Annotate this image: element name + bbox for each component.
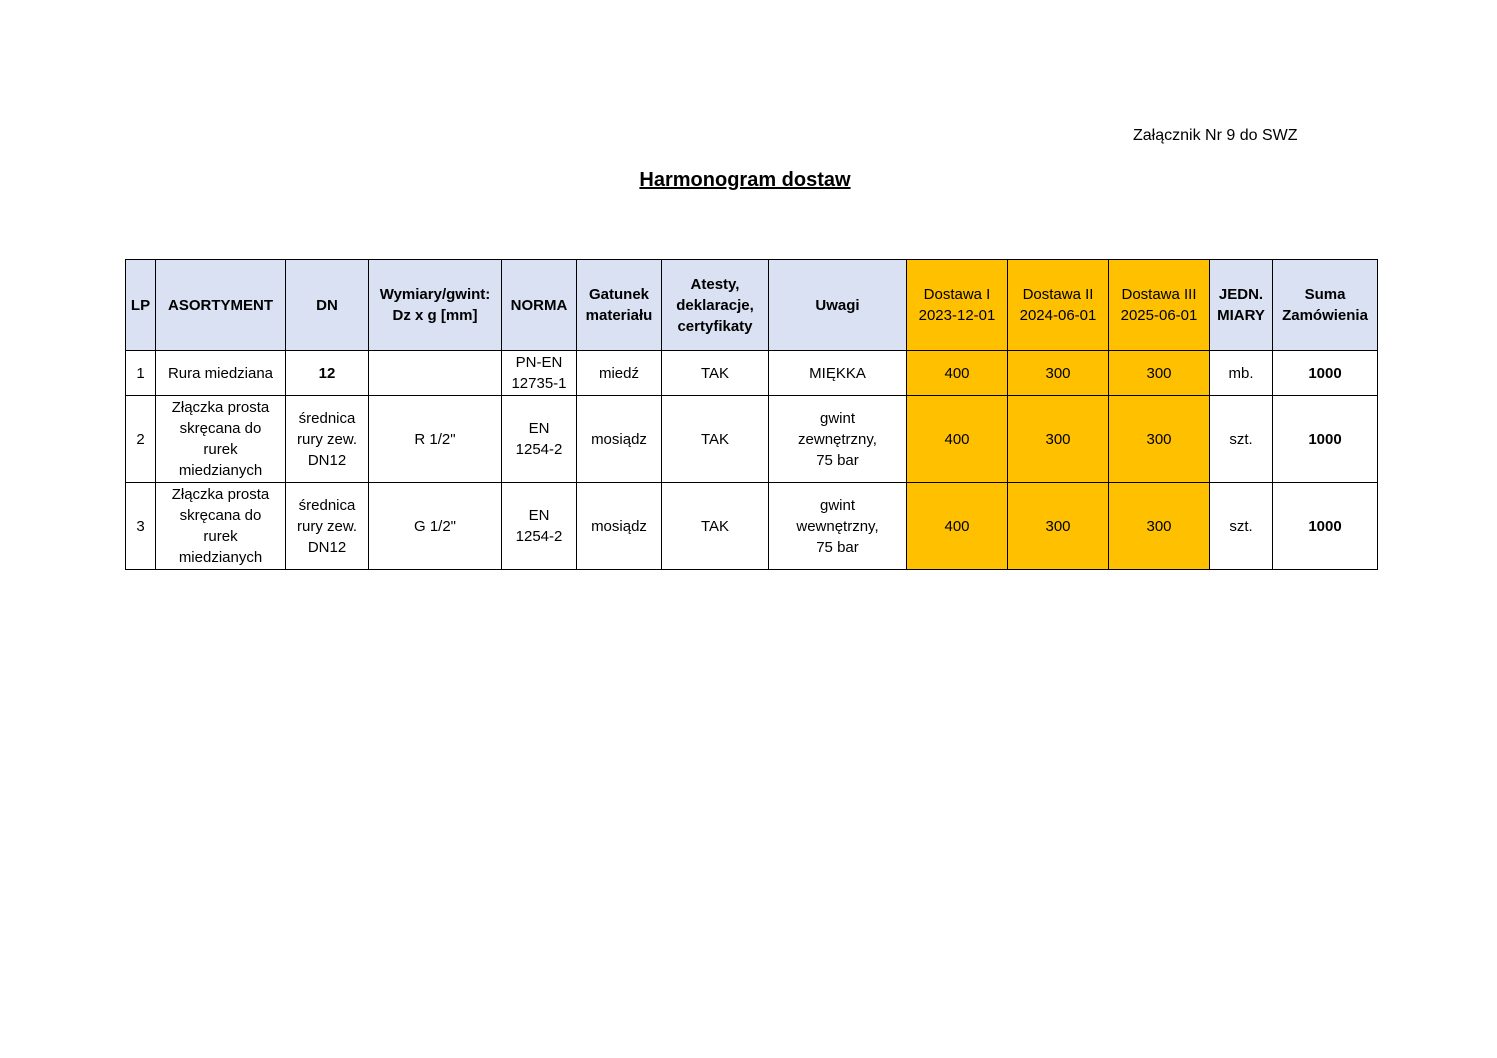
cell-asortyment: Złączka prosta skręcana do rurek miedzianych (156, 483, 286, 570)
cell-norma: PN-EN 12735-1 (502, 351, 577, 396)
cell-lp: 2 (126, 396, 156, 483)
col-header-suma: Suma Zamówienia (1273, 260, 1378, 351)
cell-dostawa-3: 300 (1109, 351, 1210, 396)
cell-atesty: TAK (662, 483, 769, 570)
col-header-dostawa-2: Dostawa II 2024-06-01 (1008, 260, 1109, 351)
cell-gatunek: miedź (577, 351, 662, 396)
cell-atesty: TAK (662, 351, 769, 396)
cell-dostawa-2: 300 (1008, 396, 1109, 483)
cell-dostawa-2: 300 (1008, 351, 1109, 396)
cell-uwagi: MIĘKKA (769, 351, 907, 396)
cell-lp: 3 (126, 483, 156, 570)
page-title: Harmonogram dostaw (639, 169, 851, 191)
delivery-schedule-table (125, 259, 1378, 570)
col-header-dostawa-3: Dostawa III 2025-06-01 (1109, 260, 1210, 351)
cell-suma: 1000 (1273, 351, 1378, 396)
col-header-uwagi: Uwagi (769, 260, 907, 351)
cell-uwagi: gwint zewnętrzny, 75 bar (769, 396, 907, 483)
cell-dostawa-2: 300 (1008, 483, 1109, 570)
cell-suma: 1000 (1273, 483, 1378, 570)
cell-dn: średnica rury zew. DN12 (286, 396, 369, 483)
cell-gatunek: mosiądz (577, 396, 662, 483)
cell-asortyment: Rura miedziana (156, 351, 286, 396)
cell-jedn-miary: szt. (1210, 396, 1273, 483)
cell-uwagi: gwint wewnętrzny, 75 bar (769, 483, 907, 570)
cell-wymiary: G 1/2" (369, 483, 502, 570)
cell-jedn-miary: mb. (1210, 351, 1273, 396)
cell-dn: średnica rury zew. DN12 (286, 483, 369, 570)
cell-dostawa-3: 300 (1109, 396, 1210, 483)
cell-atesty: TAK (662, 396, 769, 483)
cell-dostawa-1: 400 (907, 351, 1008, 396)
cell-dostawa-1: 400 (907, 483, 1008, 570)
cell-dostawa-1: 400 (907, 396, 1008, 483)
cell-jedn-miary: szt. (1210, 483, 1273, 570)
col-header-norma: NORMA (502, 260, 577, 351)
cell-norma: EN 1254-2 (502, 396, 577, 483)
cell-gatunek: mosiądz (577, 483, 662, 570)
cell-asortyment: Złączka prosta skręcana do rurek miedzianych (156, 396, 286, 483)
cell-norma: EN 1254-2 (502, 483, 577, 570)
cell-lp: 1 (126, 351, 156, 396)
col-header-asortyment: ASORTYMENT (156, 260, 286, 351)
cell-suma: 1000 (1273, 396, 1378, 483)
col-header-lp: LP (126, 260, 156, 351)
cell-dostawa-3: 300 (1109, 483, 1210, 570)
col-header-wymiary: Wymiary/gwint: Dz x g [mm] (369, 260, 502, 351)
col-header-atesty: Atesty, deklaracje, certyfikaty (662, 260, 769, 351)
cell-wymiary (369, 351, 502, 396)
header-row (126, 260, 1378, 351)
cell-dn: 12 (286, 351, 369, 396)
table-row (126, 396, 1378, 483)
cell-wymiary: R 1/2" (369, 396, 502, 483)
table-row (126, 351, 1378, 396)
col-header-jedn-miary: JEDN. MIARY (1210, 260, 1273, 351)
col-header-dn: DN (286, 260, 369, 351)
annex-label: Załącznik Nr 9 do SWZ (1133, 127, 1298, 144)
col-header-dostawa-1: Dostawa I 2023-12-01 (907, 260, 1008, 351)
table-row (126, 483, 1378, 570)
col-header-gatunek: Gatunek materiału (577, 260, 662, 351)
